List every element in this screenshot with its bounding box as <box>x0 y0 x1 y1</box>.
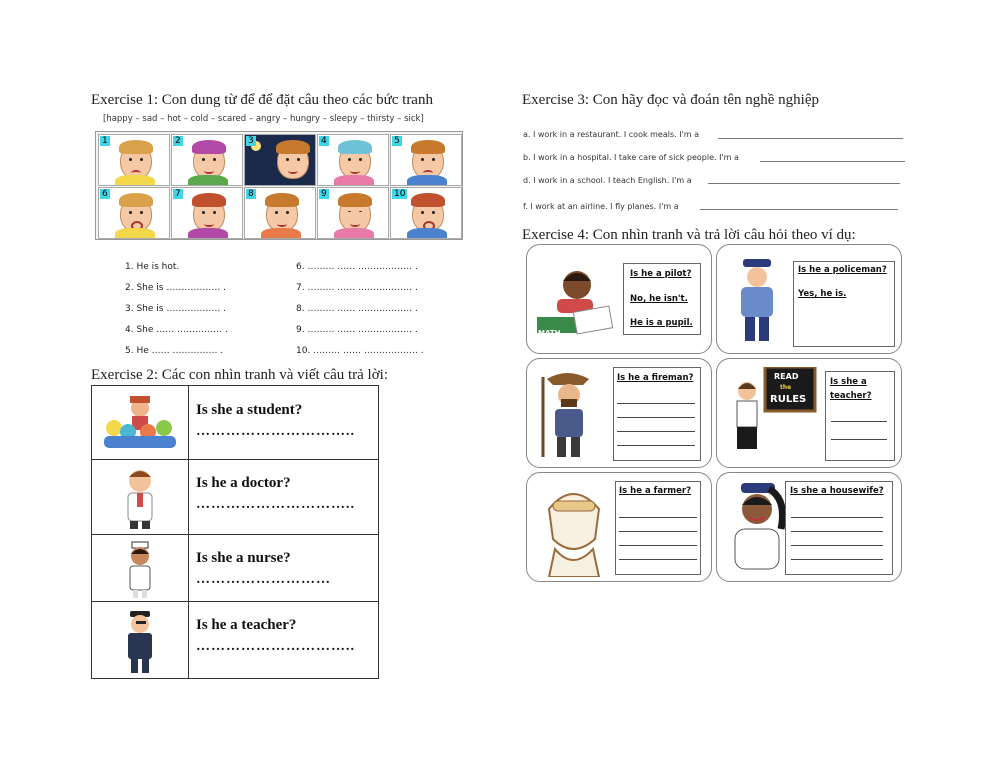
ex4-line[interactable] <box>619 559 697 560</box>
ex3-sentence-a: a. I work in a restaurant. I cook meals. I'm a <box>523 130 700 139</box>
ex2-answer-3[interactable]: ……………………… <box>196 572 331 587</box>
picture-cell-10 <box>390 187 462 239</box>
ex2-question-1: Is she a student? <box>196 402 303 418</box>
ex4-card-housewife <box>716 472 902 582</box>
picture-cell-3 <box>244 134 316 186</box>
ex4-line[interactable] <box>617 431 695 432</box>
picture-cell-5 <box>390 134 462 186</box>
cell-number: 3 <box>248 136 254 146</box>
sad-face-icon <box>120 143 152 179</box>
cell-number: 5 <box>394 136 400 146</box>
exercise-1-picture-grid <box>95 131 463 240</box>
cell-number: 10 <box>394 189 406 199</box>
picture-cell-6 <box>98 187 170 239</box>
ex4-answer-2a: Yes, he is. <box>798 289 847 299</box>
ex4-card-policeman <box>716 244 902 354</box>
ex4-card-fireman <box>526 358 712 468</box>
scared-face-icon <box>277 143 309 179</box>
ex4-line[interactable] <box>617 445 695 446</box>
ex2-answer-1[interactable]: ………………………….. <box>196 424 355 439</box>
ex1-answer-3[interactable]: 3. She is ……………… . <box>125 304 227 314</box>
ex4-line[interactable] <box>791 517 883 518</box>
students-icon <box>92 386 188 459</box>
picture-cell-2 <box>171 134 243 186</box>
ex4-line[interactable] <box>617 417 695 418</box>
ex3-answer-line-a[interactable] <box>718 138 903 139</box>
ex1-answer-5[interactable]: 5. He …… …………… . <box>125 346 224 356</box>
ex2-question-3: Is she a nurse? <box>196 550 291 566</box>
hungry-girl-face-icon <box>266 196 298 232</box>
ex4-question-4-line2: teacher? <box>830 391 872 401</box>
ex3-answer-line-d[interactable] <box>708 183 900 184</box>
thirsty-face-icon <box>193 196 225 232</box>
ex4-line[interactable] <box>831 439 887 440</box>
ex4-line[interactable] <box>619 517 697 518</box>
picture-cell-1 <box>98 134 170 186</box>
math-book-label: MATH <box>538 329 561 337</box>
cell-number: 6 <box>102 189 108 199</box>
cell-number: 2 <box>175 136 181 146</box>
board-text-read: READ <box>774 372 799 381</box>
cold-face-icon <box>193 143 225 179</box>
ex2-row-doctor <box>92 459 378 535</box>
angry-face-icon <box>412 143 444 179</box>
ex3-answer-line-f[interactable] <box>700 209 898 210</box>
pilot-icon <box>535 479 613 577</box>
exercise-2-title: Exercise 2: Các con nhìn tranh và viết câu trả lời: <box>91 367 388 383</box>
policeman-icon <box>727 255 787 347</box>
board-text-rules: RULES <box>770 394 807 405</box>
ex3-sentence-b: b. I work in a hospital. I take care of sick people. I'm a <box>523 153 739 162</box>
ex2-row-student <box>92 386 378 460</box>
ex4-line[interactable] <box>617 403 695 404</box>
ex4-card-pupil <box>526 244 712 354</box>
nurse-icon <box>92 534 188 601</box>
exercise-2-table <box>91 385 379 679</box>
picture-cell-9 <box>317 187 389 239</box>
doctor-icon <box>92 459 188 534</box>
nurse-picture <box>92 534 189 601</box>
ex3-sentence-f: f. I work at an airline. I fly planes. I'm a <box>523 202 679 211</box>
ex1-answer-6[interactable]: 6. ……… …… ……………… . <box>296 262 418 272</box>
ex4-question-3: Is he a fireman? <box>617 373 694 383</box>
ex4-line[interactable] <box>791 559 883 560</box>
cell-number: 8 <box>248 189 254 199</box>
officer-icon <box>92 601 188 678</box>
exercise-3-title: Exercise 3: Con hãy đọc và đoán tên nghề nghiệp <box>522 92 819 108</box>
ex2-answer-2[interactable]: ………………………….. <box>196 497 355 512</box>
exercise-4-grid <box>526 244 904 584</box>
ex4-card-teacher <box>716 358 902 468</box>
ex2-row-teacher <box>92 601 378 678</box>
ex2-row-nurse <box>92 534 378 602</box>
exercise-1-title: Exercise 1: Con dung từ để để đặt câu theo các bức tranh <box>91 92 433 108</box>
hungry-face-icon <box>120 196 152 232</box>
ex2-question-2: Is he a doctor? <box>196 475 291 491</box>
ex1-answer-4[interactable]: 4. She …… …………… . <box>125 325 228 335</box>
ex4-question-6: Is she a housewife? <box>790 486 884 496</box>
happy-face-icon <box>412 196 444 232</box>
ex2-answer-4[interactable]: ………………………….. <box>196 639 355 654</box>
ex4-question-4-line1: Is she a <box>830 377 867 387</box>
ex4-line[interactable] <box>791 531 883 532</box>
ex2-question-4: Is he a teacher? <box>196 617 297 633</box>
teacher-with-board-icon <box>725 367 821 463</box>
picture-cell-8 <box>244 187 316 239</box>
ex3-sentence-d: d. I work in a school. I teach English. I'm a <box>523 176 692 185</box>
ex1-answer-7[interactable]: 7. ……… …… ……………… . <box>296 283 418 293</box>
farmer-with-pitchfork-icon <box>533 369 603 461</box>
board-text-the: the <box>780 384 792 391</box>
ex1-answer-2[interactable]: 2. She is ……………… . <box>125 283 227 293</box>
picture-cell-7 <box>171 187 243 239</box>
ex4-question-2: Is he a policeman? <box>798 265 887 275</box>
ex4-line[interactable] <box>619 545 697 546</box>
cell-number: 9 <box>321 189 327 199</box>
ex1-answer-1: 1. He is hot. <box>125 262 180 272</box>
cell-number: 7 <box>175 189 181 199</box>
ex4-question-5: Is he a farmer? <box>619 486 692 496</box>
cell-number: 1 <box>102 136 108 146</box>
ex1-answer-10[interactable]: 10. ……… …… ……………… . <box>296 346 424 356</box>
ex4-answer-1b: He is a pupil. <box>630 318 693 328</box>
ex4-answer-1a: No, he isn't. <box>630 294 688 304</box>
ex4-line[interactable] <box>831 421 887 422</box>
cell-number: 4 <box>321 136 327 146</box>
students-picture <box>92 386 189 459</box>
ex4-line[interactable] <box>619 531 697 532</box>
ex4-line[interactable] <box>791 545 883 546</box>
ex4-card-farmer <box>526 472 712 582</box>
ex1-answer-8[interactable]: 8. ……… …… ……………… . <box>296 304 418 314</box>
officer-picture <box>92 601 189 678</box>
picture-cell-4 <box>317 134 389 186</box>
ex3-answer-line-b[interactable] <box>760 161 905 162</box>
exercise-4-title: Exercise 4: Con nhìn tranh và trả lời câu hỏi theo ví dụ: <box>522 227 856 243</box>
ex4-question-1: Is he a pilot? <box>630 269 692 279</box>
ex1-answer-9[interactable]: 9. ……… …… ……………… . <box>296 325 418 335</box>
sleepy-face-icon <box>339 196 371 232</box>
sick-face-icon <box>339 143 371 179</box>
doctor-picture <box>92 459 189 534</box>
exercise-1-wordbank: [happy – sad – hot – cold – scared – angry – hungry – sleepy – thirsty – sick] <box>103 114 424 124</box>
